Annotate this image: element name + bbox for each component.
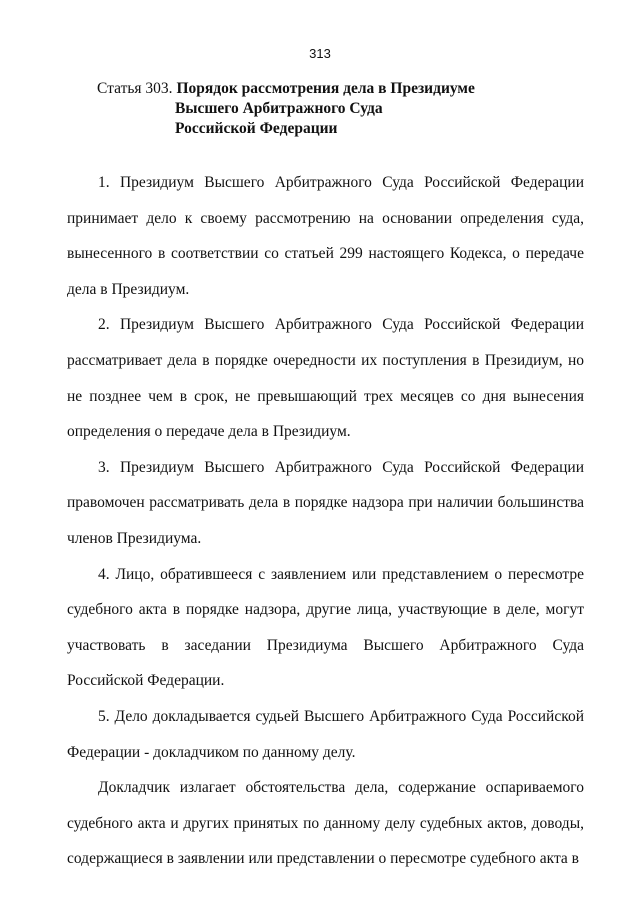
paragraph-2: 2. Президиум Высшего Арбитражного Суда Российской Федерации рассматривает дела в порядке очередности их поступления в Президиум, но не позднее чем в срок, не превышающий трех месяцев со дня вынесения определения о передаче дела в Президиум. <box>67 316 584 441</box>
paragraph-4: 4. Лицо, обратившееся с заявлением или представлением о пересмотре судебного акта в порядке надзора, другие лица, участвующие в деле, могут участвовать в заседании Президиума Высшего Арбитражного Суда Российской Федерации. <box>67 565 584 690</box>
paragraph-3: 3. Президиум Высшего Арбитражного Суда Российской Федерации правомочен рассматривать дела в порядке надзора при наличии большинства членов Президиума. <box>67 458 584 547</box>
paragraph-1: 1. Президиум Высшего Арбитражного Суда Российской Федерации принимает дело к своему рассмотрению на основании определения суда, вынесенного в соответствии со статьей 299 настоящего Кодекса, о передаче дела в Президиум. <box>67 174 584 298</box>
paragraph-6: Докладчик излагает обстоятельства дела, содержание оспариваемого судебного акта и других принятых по данному делу судебных актов, доводы, содержащиеся в заявлении или представлении о пересмотре судебного акта в <box>67 779 584 868</box>
paragraph-5: 5. Дело докладывается судьей Высшего Арбитражного Суда Российской Федерации - докладчиком по данному делу. <box>67 707 584 761</box>
article-heading <box>97 79 557 139</box>
article-body <box>67 165 584 877</box>
article-label: Статья 303. <box>97 80 173 97</box>
article-title-line-3: Российской Федерации <box>175 120 338 137</box>
article-title-line-1: Порядок рассмотрения дела в Президиуме <box>176 80 475 97</box>
page-number: 313 <box>309 46 331 61</box>
article-title-line-2: Высшего Арбитражного Суда <box>175 100 383 117</box>
